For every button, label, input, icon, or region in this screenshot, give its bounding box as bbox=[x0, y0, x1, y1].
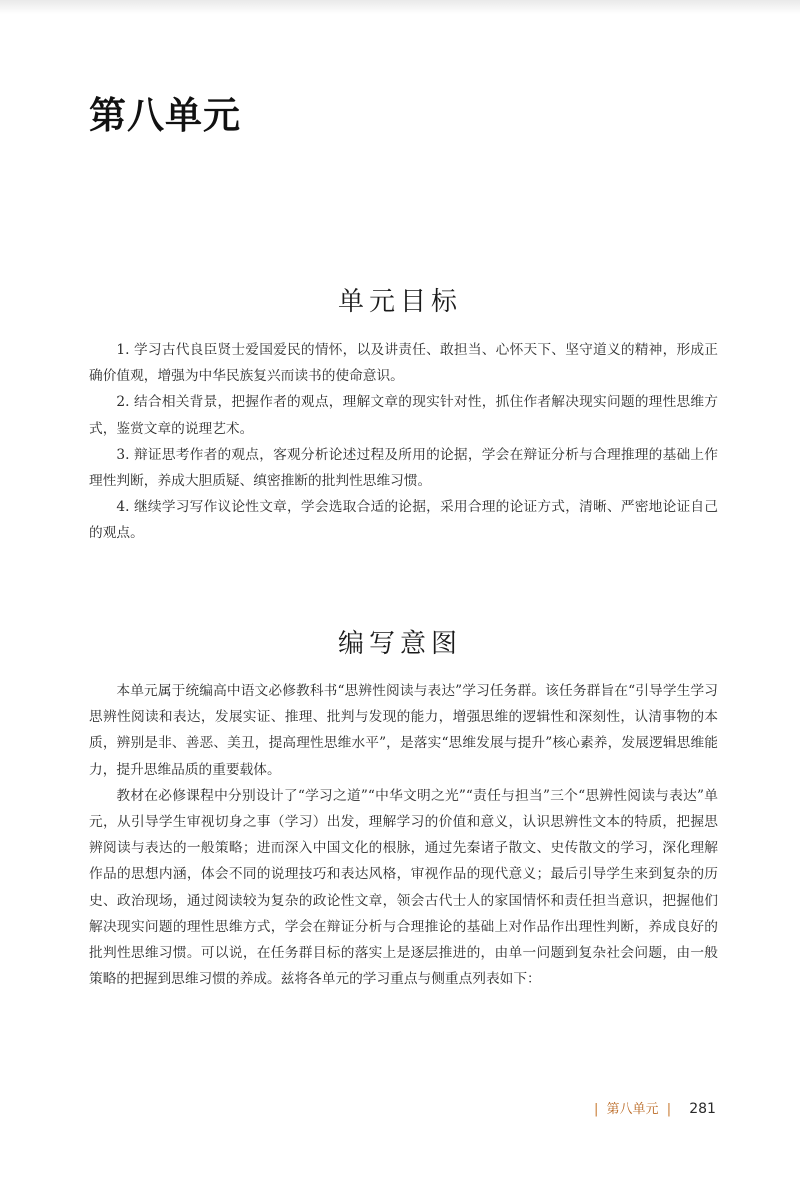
intent-paragraph: 本单元属于统编高中语文必修教科书“思辨性阅读与表达”学习任务群。该任务群旨在“引导学生学习思辨性阅读和表达，发展实证、推理、批判与发现的能力，增强思维的逻辑性和深刻性，认清事物的本质，辨别是非、善恶、美丑，提高理性思维水平”，是落实“思维发展与提升”核心素养，发展逻辑思维能力，提升思维品质的重要载体。 bbox=[89, 683, 718, 778]
writing-intent-heading: 编写意图 bbox=[337, 629, 462, 659]
footer-separator: | bbox=[666, 1102, 672, 1117]
goal-item: 2. 结合相关背景，把握作者的观点，理解文章的现实针对性，抓住作者解决现实问题的理性思维方式，鉴赏文章的说理艺术。 bbox=[89, 394, 718, 437]
intent-paragraph: 教材在必修课程中分别设计了“学习之道”“中华文明之光”“责任与担当”三个“思辨性阅读与表达”单元，从引导学生审视切身之事（学习）出发，理解学习的价值和意义，认识思辨性文本的特质，把握思辨阅读与表达的一般策略；进而深入中国文化的根脉，通过先秦诸子散文、史传散文的学习，深化理解作品的思想内涵，体会不同的说理技巧和表达风格，审视作品的现代意义；最后引导学生来到复杂的历史、政治现场，通过阅读较为复杂的政论性文章，领会古代士人的家国情怀和责任担当意识，把握他们解决现实问题的理性思维方式，学会在辩证分析与合理推论的基础上对作品作出理性判断，养成良好的批判性思维习惯。可以说，在任务群目标的落实上是逐层推进的，由单一问题到复杂社会问题，由一般策略的把握到思维习惯的养成。兹将各单元的学习重点与侧重点列表如下： bbox=[89, 787, 718, 988]
page-footer bbox=[594, 1099, 716, 1120]
unit-title: 第八单元 bbox=[89, 94, 241, 137]
page-number: 281 bbox=[689, 1101, 716, 1117]
writing-intent-body bbox=[89, 678, 718, 992]
page-top-shadow bbox=[0, 0, 800, 14]
footer-unit-label: 第八单元 bbox=[606, 1102, 659, 1117]
unit-goals-list bbox=[89, 337, 718, 547]
goal-item: 4. 继续学习写作议论性文章，学会选取合适的论据，采用合理的论证方式，清晰、严密地论证自己的观点。 bbox=[89, 499, 718, 542]
unit-goals-heading: 单元目标 bbox=[337, 287, 462, 317]
goal-item: 1. 学习古代良臣贤士爱国爱民的情怀，以及讲责任、敢担当、心怀天下、坚守道义的精神，形成正确价值观，增强为中华民族复兴而读书的使命意识。 bbox=[89, 342, 718, 385]
footer-separator: | bbox=[594, 1102, 599, 1117]
goal-item: 3. 辩证思考作者的观点，客观分析论述过程及所用的论据，学会在辩证分析与合理推理的基础上作理性判断，养成大胆质疑、缜密推断的批判性思维习惯。 bbox=[89, 446, 718, 490]
